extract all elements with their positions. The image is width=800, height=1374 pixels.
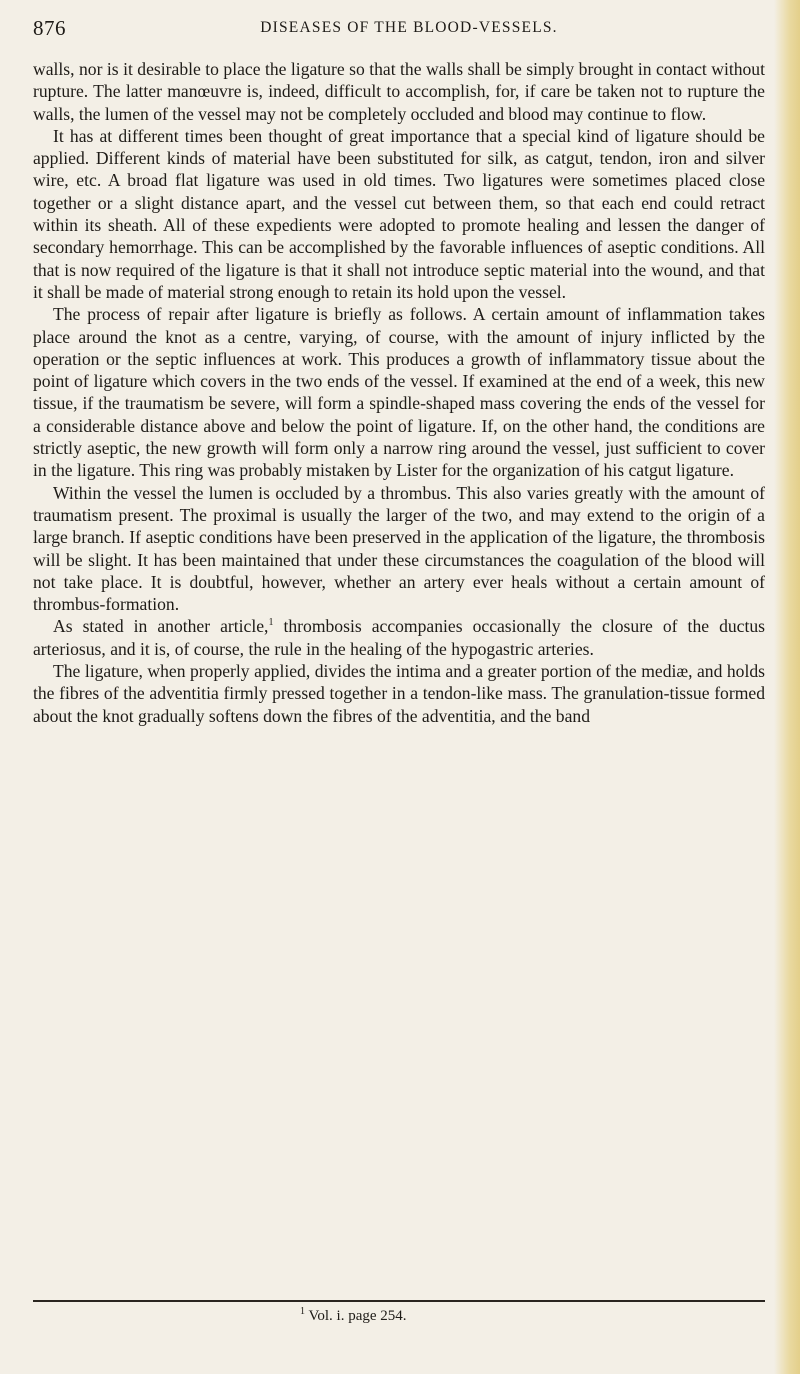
body-text [33, 58, 765, 727]
footnote-text: Vol. i. page 254. [305, 1308, 407, 1324]
footnote-rule [33, 1300, 765, 1302]
paragraph: It has at different times been thought of great importance that a special kind of ligature should be applied. Different kinds of material have been substituted for silk, as catgut, tendon, iron and silver wire, etc. A broad flat ligature was used in old times. Two ligatures were sometimes placed close together or a slight distance apart, and the vessel cut between them, so that each end could retract within its sheath. All of these expedients were adopted to promote healing and lessen the danger of secondary hemorrhage. This can be accomplished by the favorable influences of aseptic conditions. All that is now required of the ligature is that it shall not introduce septic material into the wound, and that it shall be made of material strong enough to retain its hold upon the vessel. [33, 125, 765, 302]
page-edge-shade [774, 0, 800, 1374]
footnote-reference: 1 [268, 617, 274, 629]
running-head: DISEASES OF THE BLOOD-VESSELS. [260, 19, 558, 36]
paragraph-text: As stated in another article, [53, 616, 269, 637]
footnote [300, 1308, 407, 1325]
paragraph: The process of repair after ligature is briefly as follows. A certain amount of inflammation takes place around the knot as a centre, varying, of course, with the amount of injury inflicted by the operation or the septic influences at work. This produces a growth of inflammatory tissue about the point of ligature which covers in the two ends of the vessel. If examined at the end of a week, this new tissue, if the traumatism be severe, will form a spindle-shaped mass covering the ends of the vessel for a considerable distance above and below the point of ligature. If, on the other hand, the conditions are strictly aseptic, the new growth will form only a narrow ring around the vessel, just sufficient to cover in the ligature. This ring was probably mistaken by Lister for the organization of his catgut ligature. [33, 304, 765, 481]
paragraph [33, 615, 765, 660]
page-header [33, 16, 765, 52]
paragraph: Within the vessel the lumen is occluded by a thrombus. This also varies greatly with the amount of traumatism present. The proximal is usually the larger of the two, and may extend to the origin of a large branch. If aseptic conditions have been preserved in the application of the ligature, the thrombosis will be slight. It has been maintained that under these circumstances the coagulation of the blood will not take place. It is doubtful, however, whether an artery ever heals without a certain amount of thrombus-formation. [33, 482, 765, 615]
footnote-marker: 1 [300, 1306, 305, 1317]
paragraph: The ligature, when properly applied, divides the intima and a greater portion of the mediæ, and holds the fibres of the adventitia firmly pressed together in a tendon-like mass. The granulation-tissue formed about the knot gradually softens down the fibres of the adventitia, and the band [33, 661, 765, 726]
page-number: 876 [33, 16, 66, 40]
paragraph-text: thrombosis accompanies occasionally the closure of the ductus arteriosus, and it is, of course, the rule in the healing of the hypogastric arteries. [33, 616, 765, 659]
paragraph: walls, nor is it desirable to place the ligature so that the walls shall be simply brought in contact without rupture. The latter manœuvre is, indeed, difficult to accomplish, for, if care be taken not to rupture the walls, the lumen of the vessel may not be completely occluded and blood may continue to flow. [33, 59, 765, 124]
